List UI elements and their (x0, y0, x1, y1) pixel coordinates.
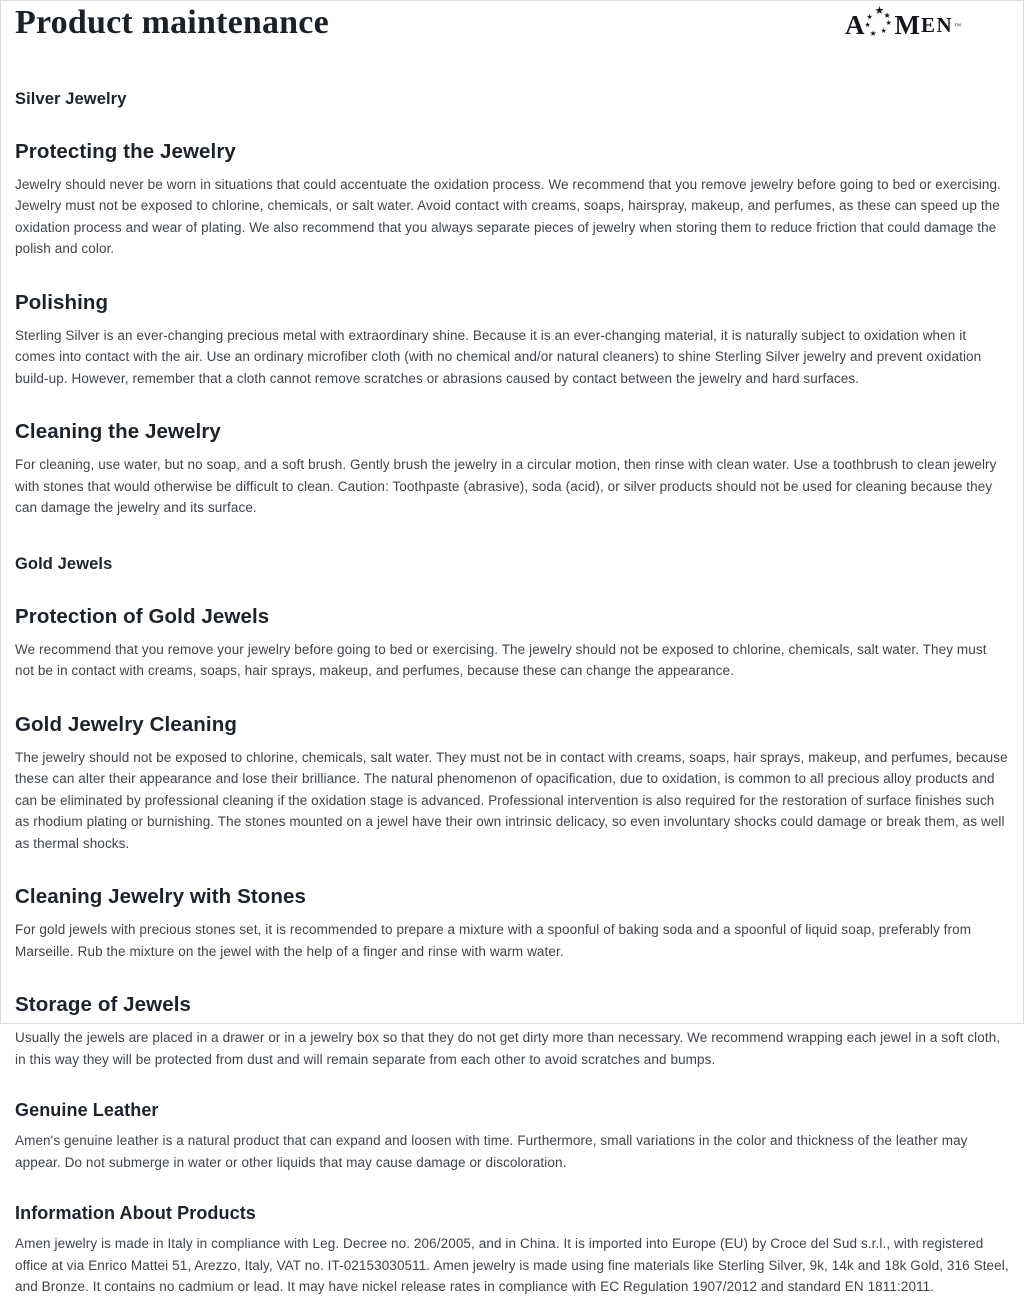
logo-letters-en: EN (920, 12, 954, 37)
amen-logo (844, 5, 961, 41)
page-title: Product maintenance (15, 4, 329, 41)
section-heading: Storage of Jewels (15, 993, 192, 1017)
star-icon: ★ (864, 21, 871, 29)
section-cleaning-jewelry-with-stones (15, 885, 1009, 962)
section-gold-jewelry-cleaning (15, 713, 1009, 855)
section-genuine-leather (15, 1100, 1009, 1173)
section-body: We recommend that you remove your jewelry before going to bed or exercising. The jewelry should not be exposed to chlorine, chemicals, salt water. They must not be in contact with creams, soaps, hair sprays, makeup, and perfumes, because these can change the appearance. (15, 641, 987, 679)
star-ring-icon (864, 5, 893, 41)
subheading-gold-jewels: Gold Jewels (15, 554, 113, 573)
section-protecting-the-jewelry (15, 140, 1009, 260)
section-heading: Protecting the Jewelry (15, 139, 236, 163)
section-heading: Gold Jewelry Cleaning (15, 712, 237, 736)
trademark-symbol: ™ (954, 22, 961, 30)
star-icon: ★ (880, 27, 887, 35)
section-cleaning-the-jewelry (15, 420, 1009, 519)
star-icon: ★ (885, 19, 892, 27)
section-body: Amen jewelry is made in Italy in compliance with Leg. Decree no. 206/2005, and in China. It is imported into Europe (EU) by Croce del Sud s.r.l., with registered office at via Enrico Mattei 51, Arezzo, Italy, VAT no. IT-02153030511. Amen jewelry is made using fine materials like Sterling Silver, 9k, 14k and 18k Gold, 316 Steel, and Bronze. It contains no cadmium or lead. It may have nickel release rates in compliance with EC Regulation 1907/2012 and standard EN 1811:2011. (15, 1236, 1009, 1295)
section-heading: Protection of Gold Jewels (15, 604, 270, 628)
section-heading: Polishing (15, 290, 109, 314)
section-body: The jewelry should not be exposed to chlorine, chemicals, salt water. They must not be in contact with creams, soaps, hair sprays, makeup, and perfumes, because these can alter their appearance and lose their brilliance. The natural phenomenon of opacification, due to oxidation, is common to all precious alloy products and can be eliminated by professional cleaning if the oxidation stage is advanced. Professional intervention is also required for the restoration of surface finishes such as rhodium plating or burnishing. The stones mounted on a jewel have their own intrinsic delicacy, so even involuntary shocks could damage or break them, as well as thermal shocks. (15, 749, 1008, 851)
section-body: Jewelry should never be worn in situations that could accentuate the oxidation process. We recommend that you remove jewelry before going to bed or exercising. Jewelry must not be exposed to chlorine, chemicals, or salt water. Avoid contact with creams, soaps, hairspray, makeup, and perfumes, as these can speed up the oxidation process and wear of plating. We also recommend that you always separate pieces of jewelry when storing them to reduce friction that could damage the polish and color. (15, 176, 1001, 257)
section-heading: Cleaning Jewelry with Stones (15, 885, 307, 909)
section-polishing (15, 291, 1009, 390)
section-information-about-products (15, 1203, 1009, 1298)
star-icon: ★ (883, 11, 891, 20)
section-body: Sterling Silver is an ever-changing precious metal with extraordinary shine. Because it is an ever-changing material, it is naturally subject to oxidation when it comes into contact with the air. Use an ordinary microfiber cloth (with no chemical and/or natural cleaners) to shine Sterling Silver jewelry and prevent oxidation build-up. However, remember that a cloth cannot remove scratches or abrasions caused by contact between the jewelry and hard surfaces. (15, 327, 982, 386)
star-icon: ★ (874, 5, 885, 17)
section-heading: Genuine Leather (15, 1100, 159, 1121)
document-body (15, 90, 1009, 1298)
logo-letter-a: A (844, 9, 866, 40)
star-icon: ★ (866, 13, 873, 21)
logo-letter-m: M (894, 9, 921, 40)
page-header (15, 1, 1009, 44)
section-body: Usually the jewels are placed in a drawer or in a jewelry box so that they do not get dirty more than necessary. We recommend wrapping each jewel in a soft cloth, in this way they will be protected from dust and will remain separate from each other to avoid scratches and bumps. (15, 1030, 1001, 1067)
section-heading: Cleaning the Jewelry (15, 420, 221, 444)
section-heading: Information About Products (15, 1203, 256, 1224)
section-body: Amen's genuine leather is a natural product that can expand and loosen with time. Furthermore, small variations in the color and thickness of the leather may appear. Do not submerge in water or other liquids that may cause damage or discoloration. (15, 1133, 968, 1170)
star-icon: ★ (869, 29, 877, 38)
section-body: For cleaning, use water, but no soap, and a soft brush. Gently brush the jewelry in a circular motion, then rinse with clean water. Use a toothbrush to clean jewelry with stones that would otherwise be difficult to clean. Caution: Toothpaste (abrasive), soda (acid), or silver products should not be used for cleaning because they can damage the jewelry and its surface. (15, 457, 997, 516)
section-body: For gold jewels with precious stones set, it is recommended to prepare a mixture with a spoonful of baking soda and a spoonful of liquid soap, preferably from Marseille. Rub the mixture on the jewel with the help of a finger and rinse with warm water. (15, 922, 972, 959)
section-protection-of-gold-jewels (15, 605, 1009, 682)
section-storage-of-jewels (15, 993, 1009, 1070)
subheading-silver-jewelry: Silver Jewelry (15, 89, 127, 108)
